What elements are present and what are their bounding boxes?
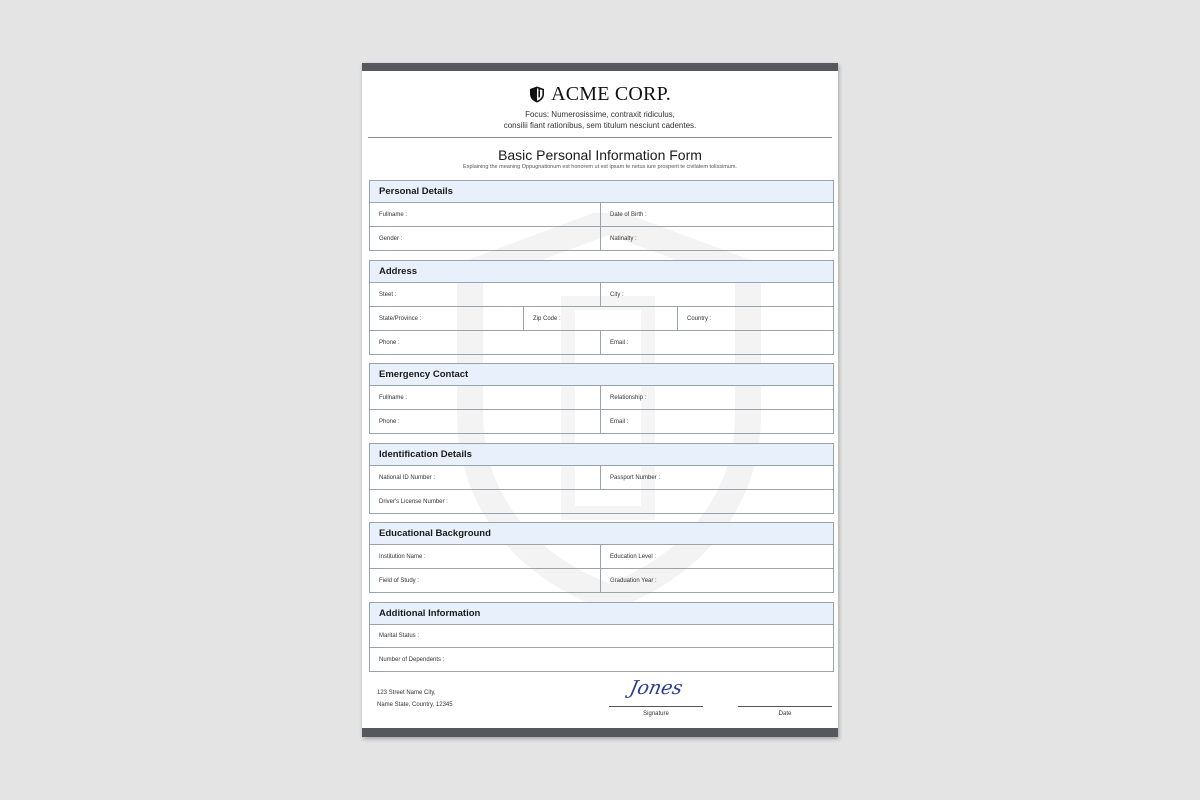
form-row bbox=[370, 466, 833, 490]
top-bar bbox=[362, 63, 838, 71]
form-row bbox=[370, 227, 833, 250]
national-id-field[interactable]: National ID Number : bbox=[370, 466, 601, 489]
section-educational-background bbox=[369, 522, 834, 593]
address-line-1: 123 Street Name City, bbox=[377, 690, 436, 696]
section-title: Address bbox=[370, 261, 833, 283]
letterhead bbox=[362, 83, 838, 131]
form-row bbox=[370, 331, 833, 354]
graduation-year-field[interactable]: Graduation Year : bbox=[610, 577, 657, 584]
form-title: Basic Personal Information Form bbox=[498, 147, 702, 163]
form-row bbox=[370, 490, 833, 513]
form-row bbox=[370, 545, 833, 569]
email-field[interactable]: Email : bbox=[610, 339, 629, 346]
emergency-phone-field[interactable]: Phone : bbox=[370, 410, 601, 433]
shield-icon bbox=[529, 86, 545, 103]
field-of-study-field[interactable]: Field of Study : bbox=[370, 569, 601, 592]
section-personal-details bbox=[369, 180, 834, 251]
institution-name-field[interactable]: Institution Name : bbox=[370, 545, 601, 568]
section-title: Personal Details bbox=[370, 181, 833, 203]
date-label: Date bbox=[778, 711, 792, 717]
brand bbox=[362, 83, 838, 106]
signature-handwriting: Jones bbox=[627, 677, 685, 699]
focus-text bbox=[362, 109, 838, 131]
number-of-dependents-field[interactable]: Number of Dependents : bbox=[379, 656, 445, 663]
zip-code-field[interactable]: Zip Code : bbox=[524, 307, 678, 330]
form-row bbox=[370, 307, 833, 331]
date-of-birth-field[interactable]: Date of Birth : bbox=[610, 211, 647, 218]
signature-label: Signature bbox=[643, 711, 669, 717]
header-divider bbox=[368, 137, 832, 138]
company-name: ACME CORP. bbox=[551, 83, 671, 105]
section-title: Educational Background bbox=[370, 523, 833, 545]
section-address bbox=[369, 260, 834, 355]
emergency-email-field[interactable]: Email : bbox=[610, 418, 629, 425]
section-identification-details bbox=[369, 443, 834, 514]
section-title: Emergency Contact bbox=[370, 364, 833, 386]
signature-line[interactable] bbox=[609, 706, 703, 707]
footer-address bbox=[377, 687, 453, 711]
address-line-2: Name State, Country, 12345 bbox=[377, 702, 453, 708]
section-title: Identification Details bbox=[370, 444, 833, 466]
city-field[interactable]: City : bbox=[610, 291, 624, 298]
form-row bbox=[370, 203, 833, 227]
relationship-field[interactable]: Relationship : bbox=[610, 394, 647, 401]
fullname-field[interactable]: Fullname : bbox=[370, 203, 601, 226]
gender-field[interactable]: Gender : bbox=[370, 227, 601, 250]
state-province-field[interactable]: State/Province : bbox=[370, 307, 524, 330]
form-subtitle: Explaining the meaning Oppugnationum est honorem ut est ipsam te netus iure prosperit te civilatem tolissimum. bbox=[463, 164, 737, 170]
focus-line-1: Focus: Numerosissime, contraxit ridiculus, bbox=[525, 110, 675, 119]
drivers-license-field[interactable]: Driver's License Number : bbox=[379, 498, 448, 505]
phone-field[interactable]: Phone : bbox=[370, 331, 601, 354]
form-row bbox=[370, 625, 833, 648]
nationality-field[interactable]: Natinalty : bbox=[610, 235, 637, 242]
country-field[interactable]: Country : bbox=[687, 315, 712, 322]
form-row bbox=[370, 648, 833, 671]
street-field[interactable]: Steet : bbox=[370, 283, 601, 306]
form-sheet bbox=[362, 63, 838, 737]
focus-line-2: consilii fiant rationibus, sem titulum nesciunt cadentes. bbox=[503, 121, 697, 130]
section-emergency-contact bbox=[369, 363, 834, 434]
passport-number-field[interactable]: Passport Number : bbox=[610, 474, 661, 481]
bottom-bar bbox=[362, 728, 838, 737]
form-row bbox=[370, 283, 833, 307]
emergency-fullname-field[interactable]: Fullname : bbox=[370, 386, 601, 409]
form-row bbox=[370, 386, 833, 410]
education-level-field[interactable]: Education Level : bbox=[610, 553, 657, 560]
date-line[interactable] bbox=[738, 706, 832, 707]
section-title: Additional Information bbox=[370, 603, 833, 625]
marital-status-field[interactable]: Marital Status : bbox=[379, 633, 420, 639]
form-row bbox=[370, 569, 833, 592]
section-additional-information bbox=[369, 602, 834, 672]
form-row bbox=[370, 410, 833, 433]
